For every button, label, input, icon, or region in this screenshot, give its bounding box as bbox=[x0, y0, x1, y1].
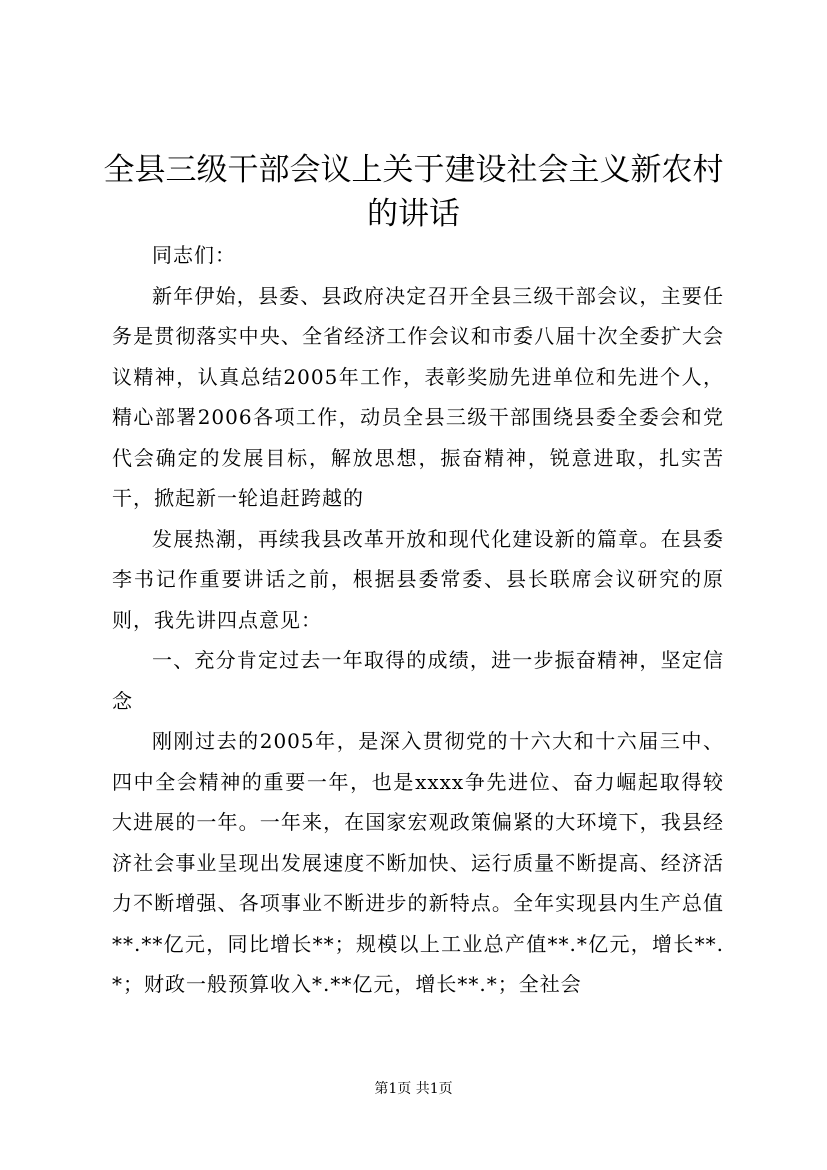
page-footer: 第1页 共1页 bbox=[374, 1081, 453, 1097]
body-paragraph: 刚刚过去的2005年，是深入贯彻党的十六大和十六届三中、四中全会精神的重要一年，也是xxxx争先进位、奋力崛起取得较大进展的一年。一年来，在国家宏观政策偏紧的大环境下，我县经济社会事业呈现出发展速度不断加快、运行质量不断提高、经济活力不断增强、各项事业不断进步的新特点。全年实现县内生产总值**.**亿元，同比增长**；规模以上工业总产值**.*亿元，增长**.*；财政一般预算收入*.**亿元，增长**.*；全社会 bbox=[112, 729, 724, 996]
salutation-paragraph: 同志们： bbox=[152, 243, 236, 267]
document-body bbox=[112, 235, 724, 1005]
body-paragraph: 新年伊始，县委、县政府决定召开全县三级干部会议，主要任务是贯彻落实中央、全省经济工作会议和市委八届十次全委扩大会议精神，认真总结2005年工作，表彰奖励先进单位和先进个人，精心部署2006各项工作，动员全县三级干部围绕县委全委会和党代会确定的发展目标，解放思想，振奋精神，锐意进取，扎实苦干，掀起新一轮追赶跨越的 bbox=[112, 283, 724, 510]
document-title: 全县三级干部会议上关于建设社会主义新农村的讲话 bbox=[103, 152, 724, 232]
section-heading-paragraph: 一、充分肯定过去一年取得的成绩，进一步振奋精神，坚定信念 bbox=[112, 648, 724, 713]
body-paragraph: 发展热潮，再续我县改革开放和现代化建设新的篇章。在县委李书记作重要讲话之前，根据县委常委、县长联席会议研究的原则，我先讲四点意见： bbox=[112, 526, 724, 632]
